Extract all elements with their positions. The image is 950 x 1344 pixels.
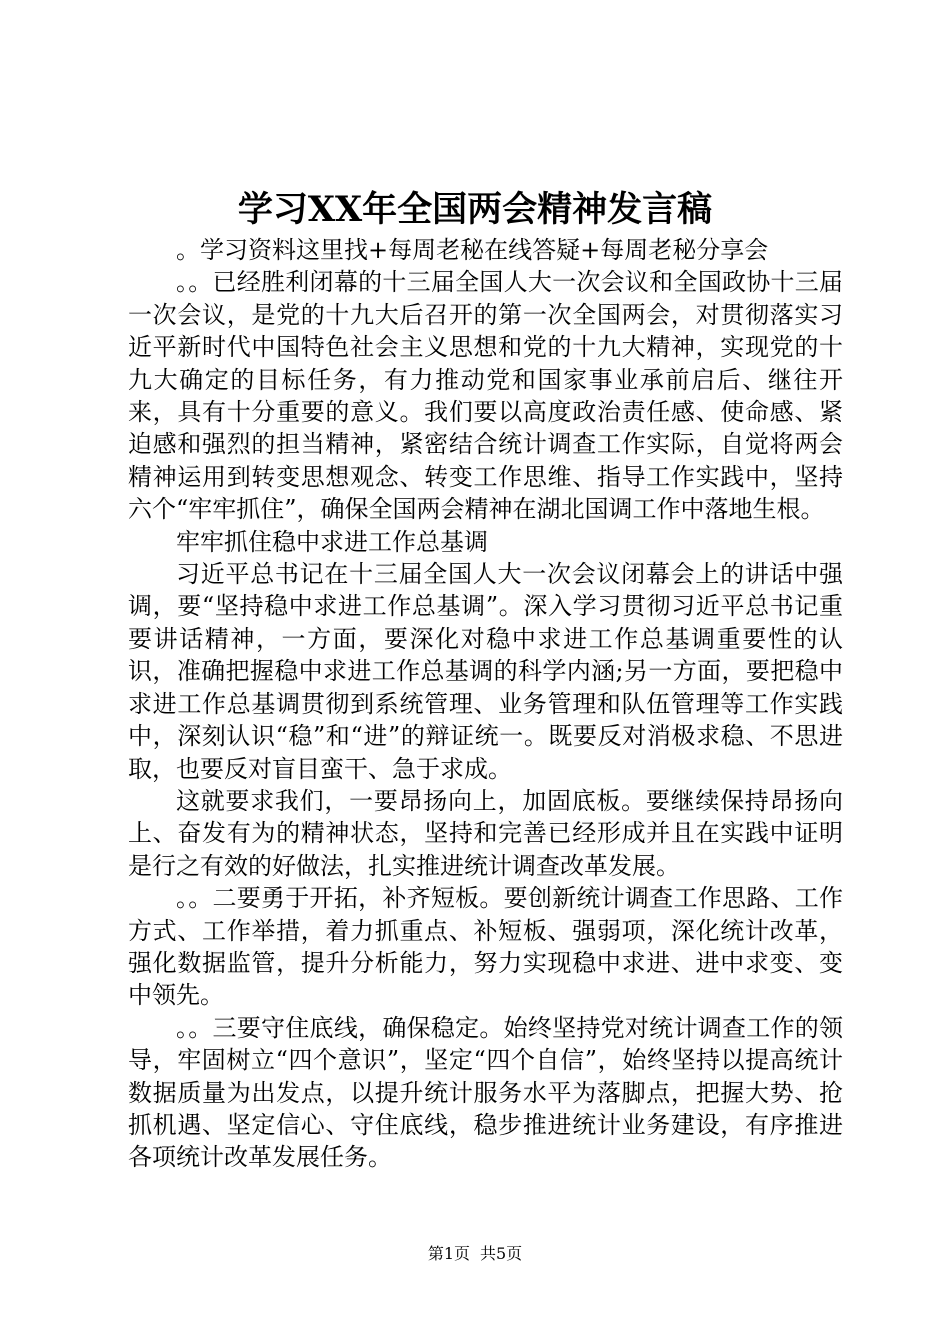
- paragraph-point-two: 。。二要勇于开拓，补齐短板。要创新统计调查工作思路、工作方式、工作举措，着力抓重点、补短板、强弱项，深化统计改革，强化数据监管，提升分析能力，努力实现稳中求进、进中求变、变中领先。: [128, 884, 843, 1010]
- paragraph-point-one: 这就要求我们，一要昂扬向上，加固底板。要继续保持昂扬向上、奋发有为的精神状态，坚持和完善已经形成并且在实践中证明是行之有效的好做法，扎实推进统计调查改革发展。: [128, 786, 843, 880]
- section-heading: 牢牢抓住稳中求进工作总基调: [176, 527, 488, 556]
- paragraph-opening: 。。已经胜利闭幕的十三届全国人大一次会议和全国政协十三届一次会议，是党的十九大后召开的第一次全国两会，对贯彻落实习近平新时代中国特色社会主义思想和党的十九大精神，实现党的十九大确定的目标任务，有力推动党和国家事业承前启后、继往开来，具有十分重要的意义。我们要以高度政治责任感、使命感、紧迫感和强烈的担当精神，紧密结合统计调查工作实际，自觉将两会精神运用到转变思想观念、转变工作思维、指导工作实践中，坚持六个“牢牢抓住”，确保全国两会精神在湖北国调工作中落地生根。: [128, 268, 843, 524]
- page-total: 共5页: [480, 1244, 523, 1263]
- page-footer: [0, 1243, 950, 1265]
- document-body: [128, 234, 843, 1174]
- paragraph-point-three: 。。三要守住底线，确保稳定。始终坚持党对统计调查工作的领导，牢固树立“四个意识”，坚定“四个自信”，始终坚持以提高统计数据质量为出发点，以提升统计服务水平为落脚点，把握大势、抢抓机遇、坚定信心、守住底线，稳步推进统计业务建设，有序推进各项统计改革发展任务。: [128, 1013, 843, 1172]
- paragraph-intro-note: 。学习资料这里找+每周老秘在线答疑+每周老秘分享会: [176, 236, 769, 264]
- paragraph-keynote: 习近平总书记在十三届全国人大一次会议闭幕会上的讲话中强调，要“坚持稳中求进工作总基调”。深入学习贯彻习近平总书记重要讲话精神，一方面，要深化对稳中求进工作总基调重要性的认识，准确把握稳中求进工作总基调的科学内涵;另一方面，要把稳中求进工作总基调贯彻到系统管理、业务管理和队伍管理等工作实践中，深刻认识“稳”和“进”的辩证统一。既要反对消极求稳、不思进取，也要反对盲目蛮干、急于求成。: [128, 560, 843, 783]
- page-title: 学习XX年全国两会精神发言稿: [237, 189, 713, 230]
- page-number: 第1页: [427, 1244, 470, 1263]
